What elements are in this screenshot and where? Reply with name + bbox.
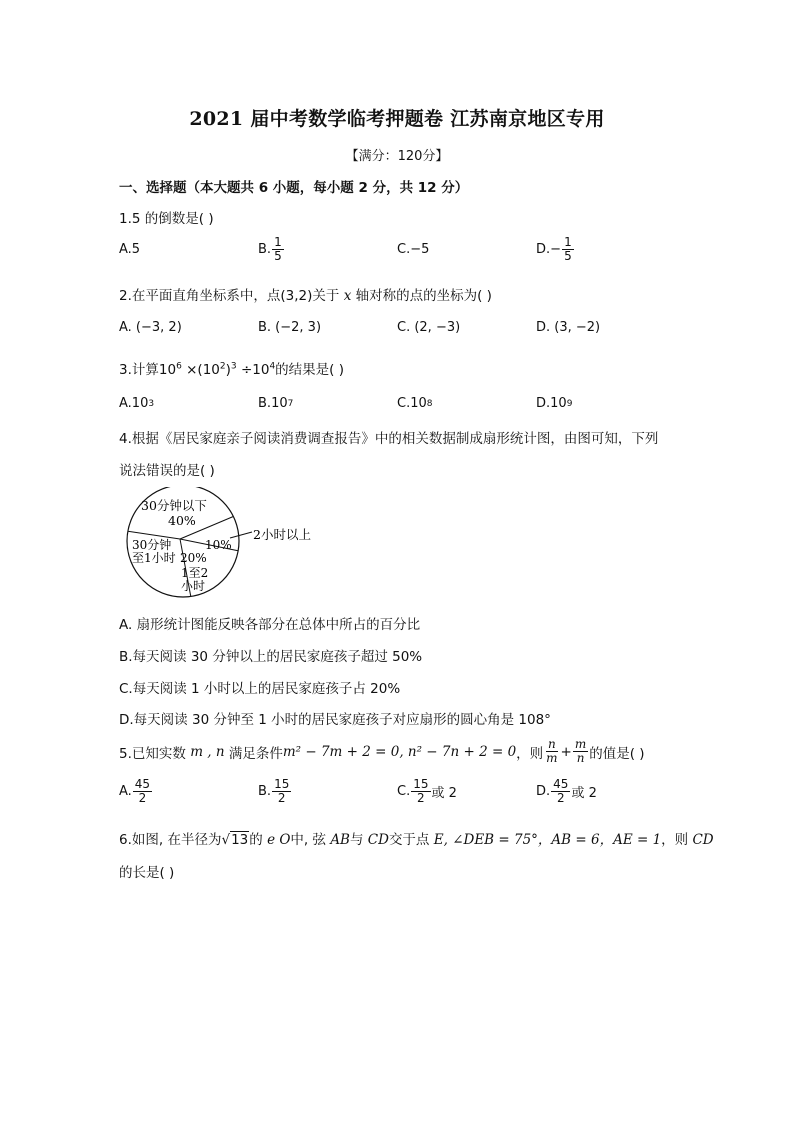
q3-option-b: B. 10 7: [258, 396, 294, 411]
slice-label-under-30: 30分钟以下: [141, 498, 207, 513]
option-label: A.: [119, 242, 132, 257]
q4-option-b: B.每天阅读 30 分钟以上的居民家庭孩子超过 50%: [119, 649, 423, 665]
question-4-stem-line2: 说法错误的是( ): [119, 463, 215, 479]
fraction: $\frac{1}{5}$: [274, 235, 282, 263]
option-value: 5: [131, 242, 141, 257]
slice-label-1-2h-line2: 小时: [181, 579, 206, 593]
question-2-stem: 2.在平面直角坐标系中，点(3,2)关于 x 轴对称的点的坐标为( ): [119, 288, 492, 304]
q2-option-d: D. (3, −2): [536, 320, 601, 335]
slice-label-over-2h: 2小时以上: [253, 527, 311, 542]
q4-option-d: D.每天阅读 30 分钟至 1 小时的居民家庭孩子对应扇形的圆心角是 108°: [119, 712, 551, 728]
slice-label-1-2h-line1: 1至2: [181, 566, 209, 580]
q4-option-a: A. 扇形统计图能反映各部分在总体中所占的百分比: [119, 617, 421, 633]
fraction: $\frac{15}{2}$: [413, 777, 429, 805]
fraction: $\frac{n}{m}$: [546, 737, 558, 765]
option-label: C.: [397, 242, 411, 257]
q1-option-d: D. − $\frac{1}{5}$: [536, 235, 572, 263]
slice-value-under-30: 40%: [168, 513, 196, 528]
q2-option-a: A. (−3, 2): [119, 320, 182, 335]
question-3-stem: 3.计算$10^6 \times(10^2)^3 \div 10^4$的结果是( ): [119, 361, 344, 378]
question-1-stem: 1.5 的倒数是( ): [119, 211, 214, 227]
q3-option-d: D. 10 9: [536, 396, 573, 411]
page-title: 2021 届中考数学临考押题卷 江苏南京地区专用: [189, 108, 605, 130]
question-6-stem-line2: 的长是( ): [119, 865, 175, 881]
fraction: $\frac{45}{2}$: [553, 777, 569, 805]
score-note: 【满分：120分】: [345, 149, 449, 164]
fraction: $\frac{m}{n}$: [574, 737, 587, 765]
q1-option-b: [258, 236, 285, 263]
q1-option-a: [119, 242, 140, 257]
section-heading: 一、选择题（本大题共 6 小题，每小题 2 分，共 12 分）: [119, 180, 469, 196]
callout-line: [230, 532, 252, 538]
fraction: $\frac{45}{2}$: [134, 777, 151, 805]
q5-option-b: B. $\frac{15}{2}$: [258, 777, 290, 805]
q3-option-c: C. 10 8: [397, 396, 433, 411]
option-value: −5: [410, 242, 430, 257]
slice-label-30-60-line1: 30分钟: [132, 538, 172, 552]
question-5-stem: 5.已知实数 m , n 满足条件 m² − 7m + 2 = 0, n² − 7n + 2 = 0 ，则 $\frac{n}{m}$ + $\frac{m}{n}$ 的值是( ): [119, 737, 645, 765]
option-label: D.: [536, 242, 551, 257]
q2-option-c: C. (2, −3): [397, 320, 461, 335]
option-label: B.: [258, 242, 272, 257]
slice-value-1-2h: 20%: [180, 551, 207, 565]
question-4-stem-line1: 4.根据《居民家庭亲子阅读消费调查报告》中的相关数据制成扇形统计图，由图可知，下列: [119, 431, 659, 447]
q2-option-b: B. (−2, 3): [258, 320, 322, 335]
slice-label-30-60-line2: 至1小时: [132, 551, 176, 565]
q5-option-a: A. $\frac{45}{2}$: [119, 777, 151, 805]
slice-value-over-2h: 10%: [205, 538, 232, 552]
q3-option-a: A. 10 3: [119, 396, 155, 411]
pie-chart: [118, 487, 338, 602]
q5-option-c: C. $\frac{15}{2}$ 或 2: [397, 777, 457, 805]
q5-option-d: D. $\frac{45}{2}$ 或 2: [536, 777, 597, 805]
question-6-stem-line1: 6.如图, 在半径为√13的 e O中, 弦 AB与 CD交于点 E, ∠DEB = 75°，AB = 6，AE = 1，则 CD: [119, 832, 714, 848]
fraction: $\frac{1}{5}$: [564, 235, 572, 263]
fraction: $\frac{15}{2}$: [274, 777, 290, 805]
q1-option-c: [397, 242, 429, 257]
q4-option-c: C.每天阅读 1 小时以上的居民家庭孩子占 20%: [119, 681, 401, 697]
